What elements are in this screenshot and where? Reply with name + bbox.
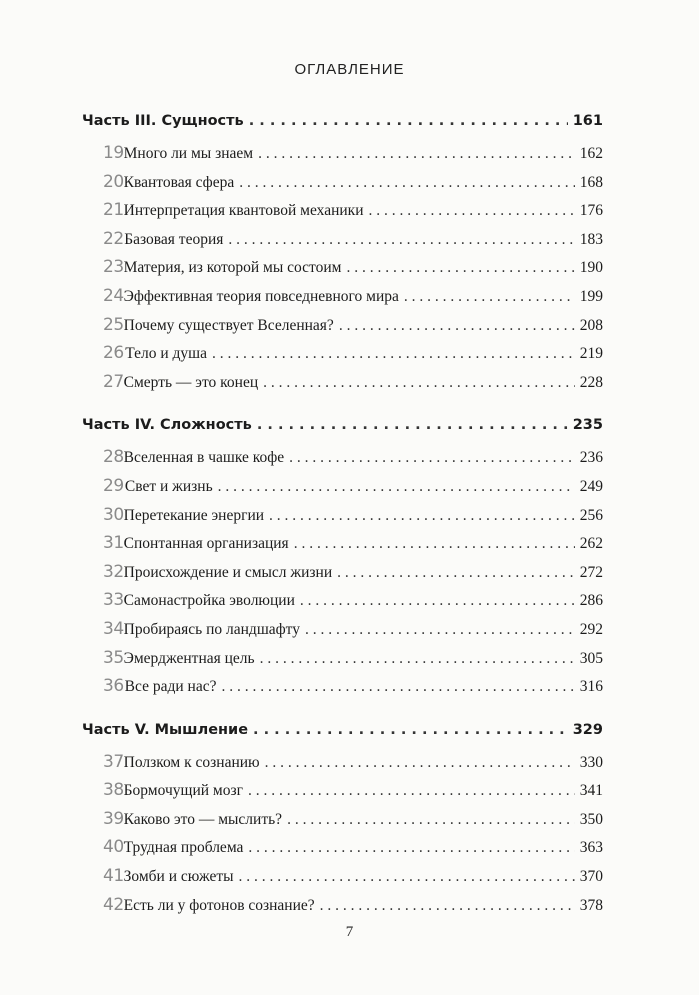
chapter-number: 36 <box>103 676 124 697</box>
chapter-entry[interactable] <box>82 315 603 344</box>
chapter-number: 37 <box>103 751 124 772</box>
dot-leader <box>253 722 568 738</box>
chapter-page: 249 <box>579 477 603 495</box>
chapter-page: 286 <box>579 592 603 610</box>
part-entry[interactable] <box>82 113 603 143</box>
chapter-entry[interactable] <box>82 648 603 677</box>
chapter-number: 21 <box>103 200 124 221</box>
chapter-title: Трудная проблема <box>123 839 244 857</box>
chapter-entry[interactable] <box>82 257 603 286</box>
dot-leader <box>346 259 574 277</box>
chapter-page: 341 <box>579 782 603 800</box>
chapter-title: Все ради нас? <box>124 678 217 696</box>
chapter-number: 42 <box>103 894 124 915</box>
chapter-title: Базовая теория <box>124 230 224 248</box>
chapter-number: 39 <box>103 808 124 829</box>
chapter-number: 24 <box>103 285 124 306</box>
dot-leader <box>258 145 575 163</box>
chapter-entry[interactable] <box>82 533 603 562</box>
chapter-page: 219 <box>579 345 603 363</box>
chapter-page: 292 <box>579 620 603 638</box>
part-section <box>82 417 603 704</box>
chapter-page: 262 <box>579 535 603 553</box>
chapter-number: 38 <box>103 780 124 801</box>
toc-heading: ОГЛАВЛЕНИЕ <box>294 61 405 78</box>
dot-leader <box>339 317 575 335</box>
chapter-number: 40 <box>103 837 124 858</box>
chapter-entry[interactable] <box>82 143 603 172</box>
chapter-title: Есть ли у фотонов сознание? <box>123 896 315 914</box>
chapter-entry[interactable] <box>82 372 603 401</box>
chapter-page: 199 <box>579 287 603 305</box>
chapter-number: 27 <box>103 371 124 392</box>
chapter-number: 32 <box>103 561 124 582</box>
chapter-title: Пробираясь по ландшафту <box>123 620 300 638</box>
part-page: 329 <box>572 721 603 738</box>
dot-leader <box>265 754 575 772</box>
chapter-entry[interactable] <box>82 837 603 866</box>
chapter-number: 31 <box>103 533 124 554</box>
dot-leader <box>212 345 575 363</box>
dot-leader <box>294 535 575 553</box>
part-title: Часть IV. Сложность <box>82 417 252 434</box>
page-number: 7 <box>345 924 354 940</box>
chapter-page: 316 <box>579 678 603 696</box>
chapter-title: Зомби и сюжеты <box>123 868 234 886</box>
dot-leader <box>289 449 575 467</box>
dot-leader <box>260 650 575 668</box>
chapter-title: Вселенная в чашке кофе <box>123 449 285 467</box>
dot-leader <box>257 417 568 433</box>
chapter-number: 30 <box>103 504 124 525</box>
chapter-entry[interactable] <box>82 476 603 505</box>
chapter-page: 190 <box>579 259 603 277</box>
chapter-title: Эффективная теория повседневного мира <box>123 287 399 305</box>
chapter-number: 20 <box>103 171 124 192</box>
chapter-entry[interactable] <box>82 676 603 705</box>
chapter-title: Смерть — это конец <box>123 373 259 391</box>
chapter-number: 22 <box>103 228 124 249</box>
chapter-entry[interactable] <box>82 619 603 648</box>
dot-leader <box>320 897 575 915</box>
part-title: Часть III. Сущность <box>82 113 244 129</box>
part-section <box>82 113 603 400</box>
chapter-entry[interactable] <box>82 562 603 591</box>
dot-leader <box>248 839 574 857</box>
table-of-contents <box>82 113 603 940</box>
chapter-page: 378 <box>579 896 603 914</box>
dot-leader <box>269 507 575 525</box>
part-section <box>82 722 603 924</box>
chapter-entry[interactable] <box>82 343 603 372</box>
dot-leader <box>218 478 575 496</box>
dot-leader <box>337 564 575 582</box>
chapter-entry[interactable] <box>82 590 603 619</box>
chapter-page: 183 <box>579 230 603 248</box>
chapter-page: 228 <box>579 373 603 391</box>
dot-leader <box>287 811 575 829</box>
chapter-title: Много ли мы знаем <box>123 145 254 162</box>
dot-leader <box>249 113 568 129</box>
chapter-page: 305 <box>579 649 603 667</box>
chapter-page: 162 <box>579 145 603 162</box>
chapter-number: 28 <box>103 447 124 468</box>
dot-leader <box>228 231 574 249</box>
part-entry[interactable] <box>82 417 603 447</box>
chapter-entry[interactable] <box>82 752 603 781</box>
chapter-title: Бормочущий мозг <box>123 782 243 800</box>
chapter-page: 176 <box>579 202 603 220</box>
dot-leader <box>263 374 575 392</box>
dot-leader <box>404 288 575 306</box>
chapter-title: Почему существует Вселенная? <box>123 316 334 334</box>
chapter-title: Происхождение и смысл жизни <box>123 563 333 581</box>
chapter-number: 25 <box>103 314 124 335</box>
dot-leader <box>239 868 575 886</box>
chapter-number: 41 <box>103 866 124 887</box>
chapter-title: Тело и душа <box>125 345 207 363</box>
dot-leader <box>305 621 575 639</box>
chapter-page: 236 <box>579 449 603 467</box>
chapter-title: Свет и жизнь <box>124 477 213 495</box>
chapter-entry[interactable] <box>82 809 603 838</box>
chapter-number: 23 <box>103 257 124 278</box>
chapter-title: Самонастройка эволюции <box>123 592 295 610</box>
chapter-entry[interactable] <box>82 172 603 201</box>
chapter-page: 370 <box>579 868 603 886</box>
part-entry[interactable] <box>82 722 603 752</box>
chapter-entry[interactable] <box>82 866 603 895</box>
dot-leader <box>239 174 575 192</box>
part-page: 235 <box>572 417 603 434</box>
chapter-title: Эмерджентная цель <box>123 649 255 667</box>
chapter-number: 26 <box>103 343 124 364</box>
chapter-page: 208 <box>579 316 603 334</box>
chapter-number: 29 <box>103 475 124 496</box>
chapter-entry[interactable] <box>82 780 603 809</box>
chapter-title: Ползком к сознанию <box>123 753 260 771</box>
chapter-page: 272 <box>579 563 603 581</box>
chapter-title: Материя, из которой мы состоим <box>123 259 342 277</box>
chapter-entry[interactable] <box>82 229 603 258</box>
chapter-number: 35 <box>103 647 124 668</box>
chapter-page: 168 <box>579 173 603 191</box>
chapter-title: Каково это — мыслить? <box>123 810 283 828</box>
chapter-title: Интерпретация квантовой механики <box>123 202 364 220</box>
chapter-title: Перетекание энергии <box>123 506 265 524</box>
dot-leader <box>300 592 575 610</box>
chapter-page: 330 <box>579 753 603 771</box>
chapter-title: Квантовая сфера <box>123 173 235 191</box>
chapter-page: 256 <box>579 506 603 524</box>
dot-leader <box>221 678 574 696</box>
part-page: 161 <box>572 113 603 129</box>
chapter-entry[interactable] <box>82 895 603 924</box>
chapter-page: 350 <box>579 810 603 828</box>
chapter-title: Спонтанная организация <box>123 535 289 553</box>
chapter-entry[interactable] <box>82 505 603 534</box>
chapter-entry[interactable] <box>82 286 603 315</box>
chapter-entry[interactable] <box>82 447 603 476</box>
chapter-number: 19 <box>103 143 124 163</box>
dot-leader <box>248 782 575 800</box>
dot-leader <box>369 202 575 220</box>
chapter-page: 363 <box>579 839 603 857</box>
chapter-number: 34 <box>103 618 124 639</box>
part-title: Часть V. Мышление <box>82 721 249 738</box>
chapter-entry[interactable] <box>82 200 603 229</box>
chapter-number: 33 <box>103 590 124 611</box>
